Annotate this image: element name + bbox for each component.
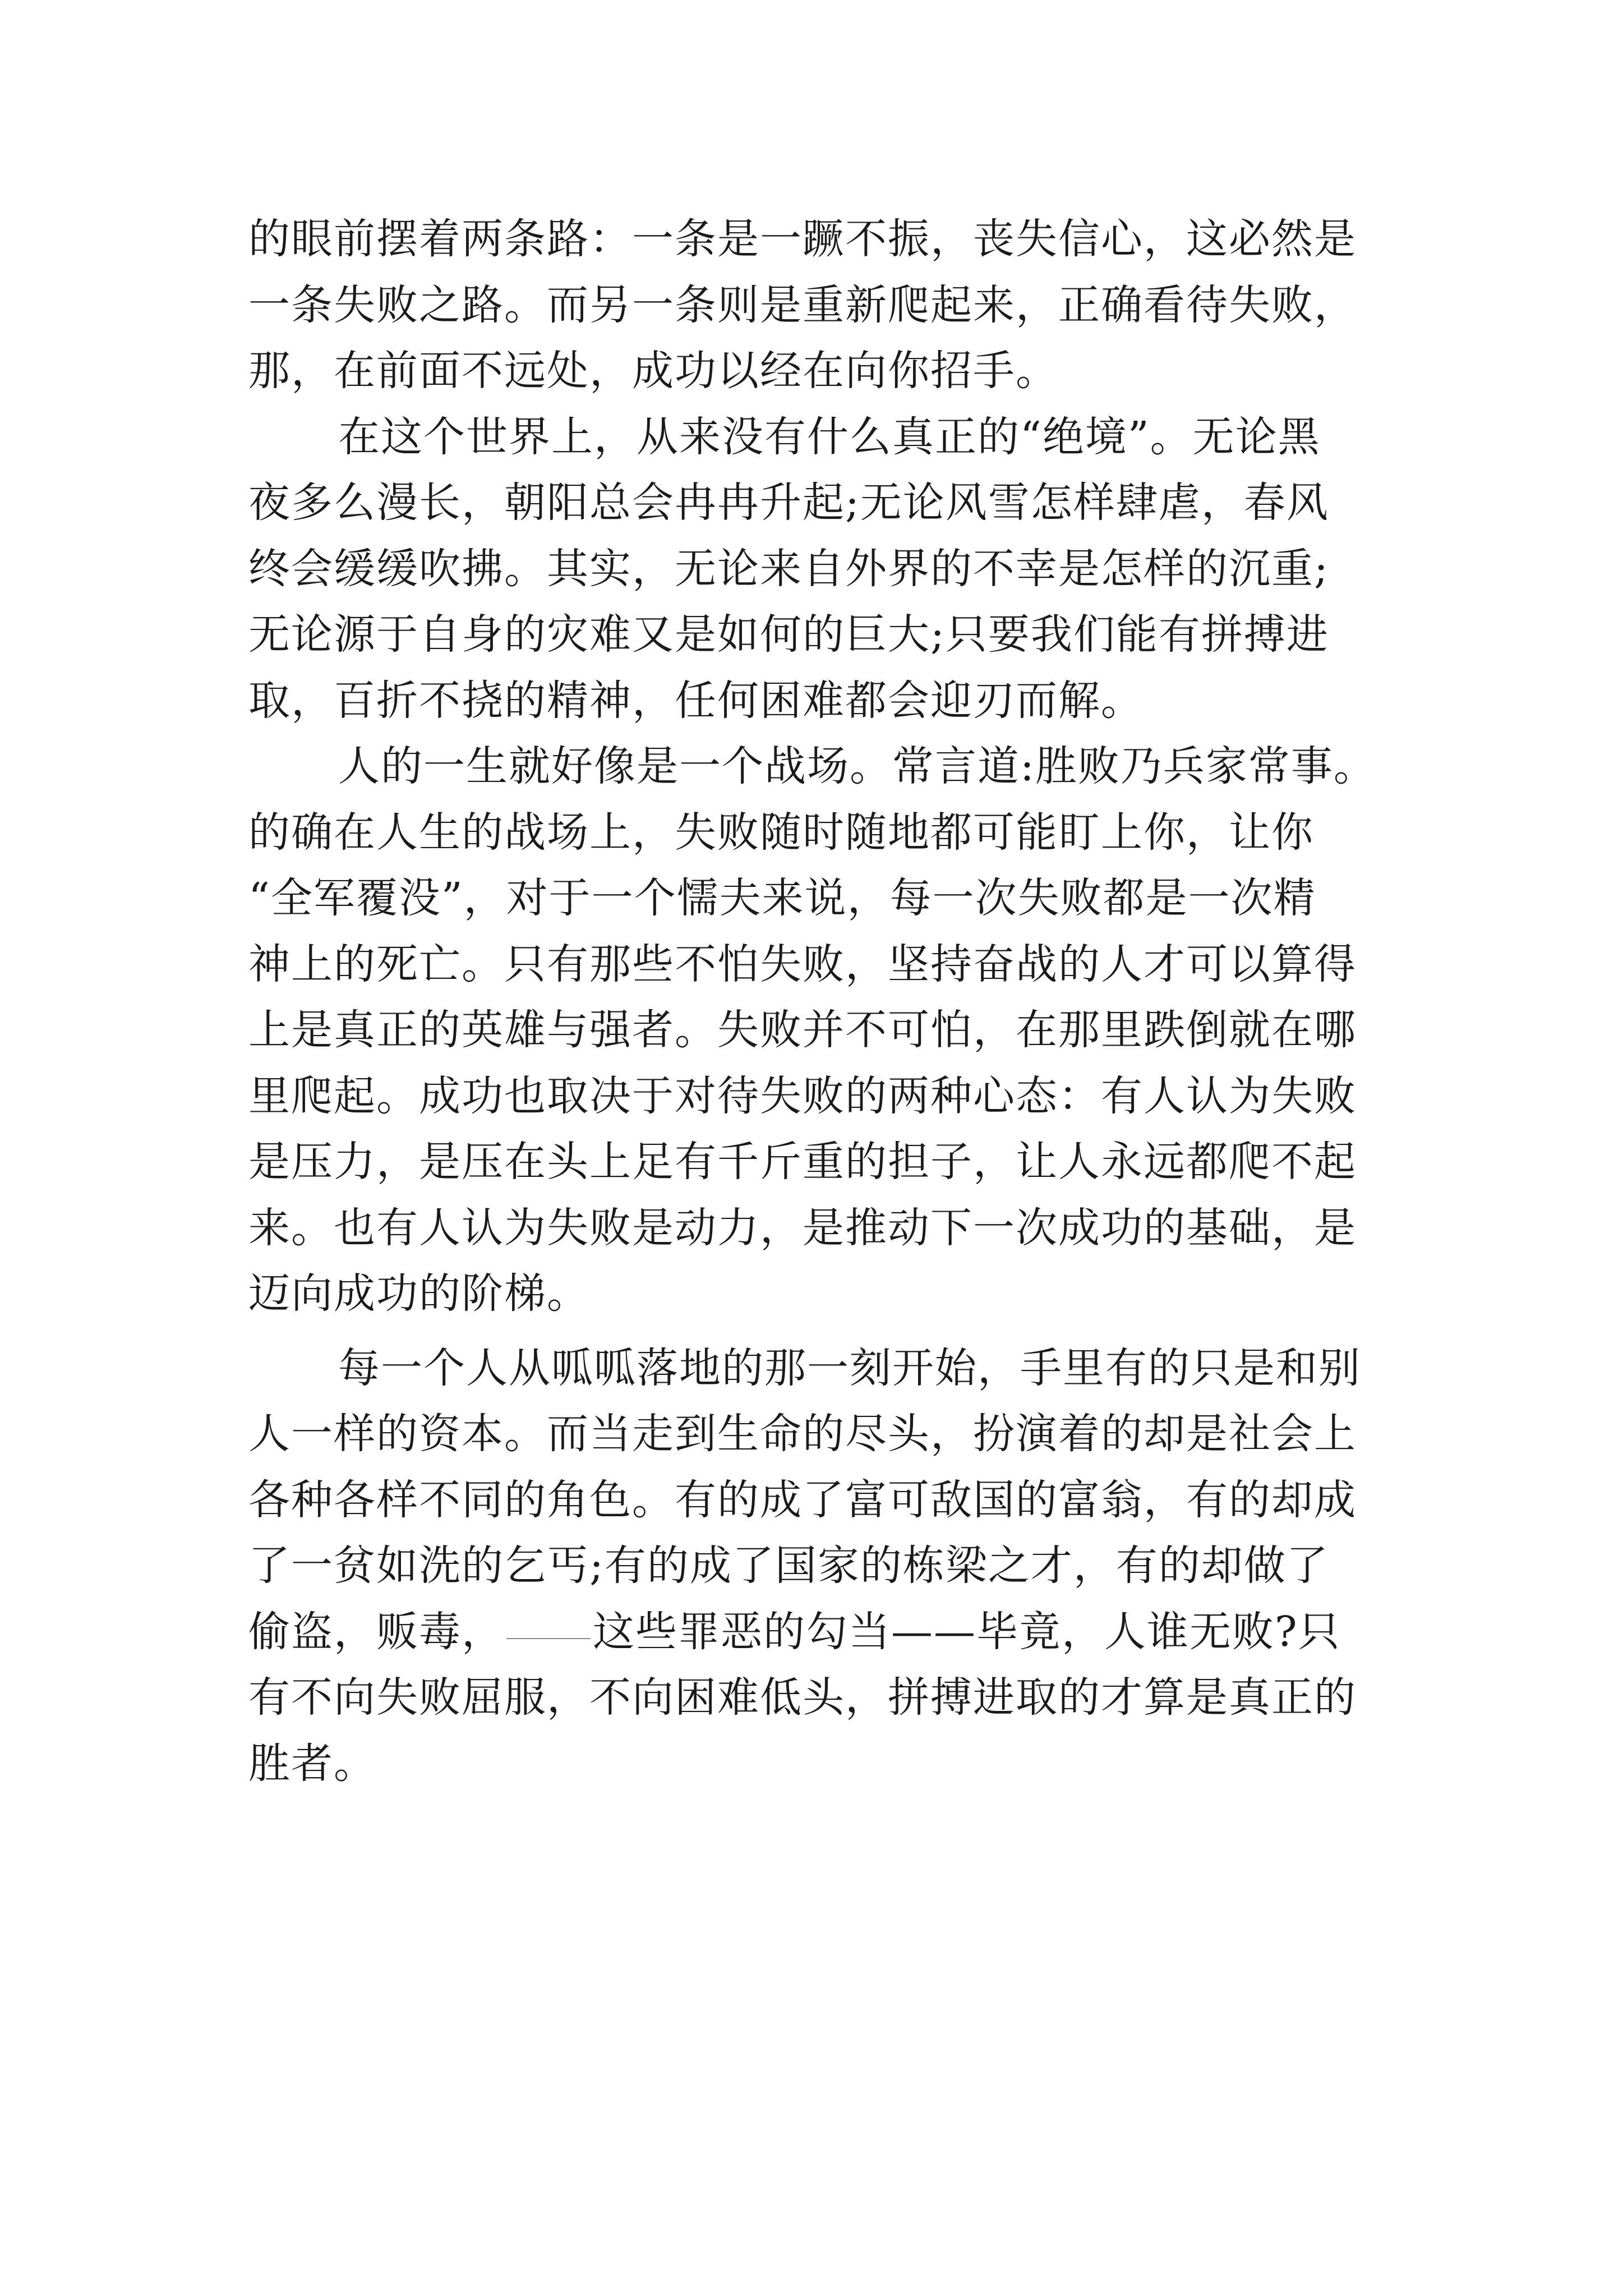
- body-text: [248, 206, 1393, 1797]
- text-line: 有不向失败屈服，不向困难低头，拼搏进取的才算是真正的: [248, 1673, 1357, 1722]
- text-line: 里爬起。成功也取决于对待失败的两种心态：有人认为失败: [248, 1071, 1357, 1120]
- text-span: 每一个人从呱呱落地的那一刻开始，手里有的只是和别: [338, 1343, 1361, 1392]
- text-line: 神上的死亡。只有那些不怕失败，坚持奋战的人才可以算得: [248, 940, 1357, 988]
- text-line: 胜者。: [248, 1739, 376, 1788]
- text-line: 那，在前面不远处，成功以经在向你招手。: [248, 347, 1058, 395]
- text-line: 无论源于自身的灾难又是如何的巨大;只要我们能有拼搏进: [248, 610, 1329, 659]
- text-line: 上是真正的英雄与强者。失败并不可怕，在那里跌倒就在哪: [248, 1006, 1357, 1054]
- text-span: 这些罪恶的勾当——毕竟，人谁无败?只: [593, 1607, 1341, 1656]
- text-line: 取，百折不挠的精神，任何困难都会迎刃而解。: [248, 676, 1144, 725]
- text-line: 迈向成功的阶梯。: [248, 1269, 589, 1318]
- text-line: 人一样的资本。而当走到生命的尽头，扮演着的却是社会上: [248, 1410, 1357, 1458]
- text-span: 偷盗，贩毒，: [248, 1607, 504, 1656]
- text-line: 来。也有人认为失败是动力，是推动下一次成功的基础，是: [248, 1203, 1357, 1252]
- paragraph-first-line: [248, 404, 1393, 471]
- text-span: 在这个世界上，从来没有什么真正的“绝境”。无论黑: [338, 412, 1321, 461]
- paragraph-first-line: [248, 1336, 1393, 1402]
- text-line: 是压力，是压在头上足有千斤重的担子，让人永远都爬不起: [248, 1138, 1357, 1186]
- text-line: 的确在人生的战场上，失败随时随地都可能盯上你，让你: [248, 808, 1314, 857]
- text-line: 各种各样不同的角色。有的成了富可敌国的富翁，有的却成: [248, 1475, 1357, 1524]
- paragraph-gap: [248, 1327, 1393, 1336]
- text-line: 了一贫如洗的乞丐;有的成了国家的栋梁之才，有的却做了: [248, 1542, 1329, 1590]
- text-line: 夜多么漫长，朝阳总会冉冉升起;无论风雪怎样肆虐，春风: [248, 478, 1329, 527]
- blank-underline: [506, 1637, 591, 1639]
- paragraph-first-line: [248, 734, 1393, 800]
- text-line: 的眼前摆着两条路：一条是一蹶不振，丧失信心，这必然是: [248, 215, 1357, 263]
- text-line: 一条失败之路。而另一条则是重新爬起来，正确看待失败，: [248, 280, 1357, 329]
- text-span: 人的一生就好像是一个战场。常言道:胜败乃兵家常事。: [338, 742, 1376, 790]
- text-line: “全军覆没”，对于一个懦夫来说，每一次失败都是一次精: [248, 874, 1316, 922]
- text-line: 终会缓缓吹拂。其实，无论来自外界的不幸是怎样的沉重;: [248, 544, 1329, 593]
- text-line-with-blank: [248, 1599, 1393, 1665]
